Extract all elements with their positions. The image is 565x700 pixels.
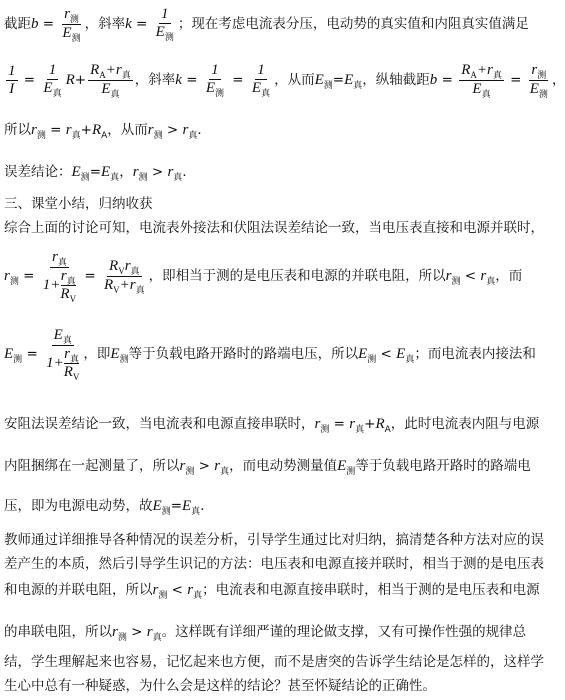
line-7: [4, 242, 553, 310]
symbol: E: [152, 498, 162, 514]
symbol: R: [461, 61, 471, 78]
text: ，此时电流表内阻与电源: [390, 416, 540, 432]
symbol: +: [80, 122, 92, 138]
text: ，而: [495, 268, 523, 284]
symbol: 1: [48, 62, 57, 78]
symbol: R: [103, 276, 114, 293]
subscript: 测: [537, 69, 547, 80]
text: ．: [200, 498, 214, 514]
subscript: 测: [119, 355, 129, 365]
subscript: V: [69, 294, 77, 304]
subscript: 真: [130, 265, 140, 276]
text: ，斜率: [84, 16, 126, 32]
subscript: 真: [57, 257, 67, 267]
text: 压，即为电源电动势，故: [4, 498, 153, 514]
subscript: 真: [66, 276, 76, 286]
text: ．: [182, 164, 196, 180]
subscript: 真: [353, 81, 363, 91]
text: ，从而: [107, 122, 148, 138]
symbol: <: [167, 582, 188, 598]
line-17: 生心中总有一种疑惑，为什么会是这样的结论？甚至怀疑结论的正确性。: [4, 678, 436, 694]
fraction: [60, 6, 82, 43]
subscript: 真: [62, 335, 72, 345]
line-4: 误差结论：$E_测=E_真$，$r_测 > r_真$．: [4, 164, 196, 183]
symbol: r: [187, 582, 194, 598]
symbol: 1: [211, 62, 219, 78]
text: ，斜率: [134, 72, 176, 88]
subscript: 真: [121, 69, 131, 80]
text: 安阻法误差结论一致，当电流表和电源直接串联时，: [4, 416, 315, 432]
symbol: k: [175, 72, 182, 88]
symbol: E: [358, 346, 368, 362]
symbol: +: [119, 276, 130, 293]
subscript: V: [72, 372, 80, 382]
text: 和电源的并联电阻，所以: [4, 582, 153, 598]
symbol: b: [429, 72, 438, 88]
subscript: 测: [451, 277, 461, 287]
symbol: r: [64, 346, 70, 362]
fraction: [528, 62, 550, 99]
subscript: A: [99, 69, 106, 80]
symbol: E: [251, 80, 262, 96]
symbol: =: [437, 72, 458, 88]
line-6: 综合上面的讨论可知，电流表外接法和伏阻法误差结论一致，当电压表直接和电源并联时，: [4, 220, 544, 236]
symbol: =: [329, 416, 350, 432]
symbol: <: [376, 346, 397, 362]
line-12: 教师通过详细推导各种情况的误差分析，引导学生通过比对归纳，搞清楚各种方法对应的误: [4, 532, 544, 548]
symbol: E: [110, 346, 120, 362]
subscript: 测: [117, 633, 127, 643]
symbol: E: [205, 80, 215, 96]
symbol: r: [349, 416, 356, 432]
symbol: r: [129, 276, 136, 293]
text: 等于负载电路开路时的路端电压，所以: [128, 346, 359, 362]
subscript: 真: [52, 88, 62, 98]
symbol: >: [126, 624, 147, 640]
line-16: 结，学生理解起来也容易，记忆起来也方便，而不是唐突的告诉学生结论是怎样的，这样学: [4, 654, 544, 670]
subscript: V: [118, 265, 125, 276]
line-15: [4, 622, 553, 644]
subscript: 测: [164, 32, 174, 42]
subscript: 测: [153, 131, 163, 141]
subscript: 测: [185, 467, 195, 477]
symbol: <: [460, 268, 481, 284]
symbol: >: [194, 458, 215, 474]
line-2: $\frac{1}{I}$ = $\frac{1}{E_真}$ R+ $\frac{R_A+r_真}{E_真}$ ，斜率k = $\frac{1}{E_测}$ = $\frac{1}{E_真}$ ，从而$E_测=E_真$，纵轴截距b = $\frac{R_A+r_真}{E_真}$ = $\frac{r_测}{E_测}$ ，: [8, 61, 565, 99]
symbol: r: [64, 5, 70, 22]
text: ，从而: [274, 72, 315, 88]
symbol: r: [60, 268, 67, 284]
symbol: r: [480, 268, 487, 284]
symbol: r: [115, 61, 122, 78]
symbol: r: [4, 268, 10, 284]
line-14: [4, 580, 553, 602]
text: 所以: [4, 122, 31, 138]
subscript: 真: [220, 467, 230, 477]
symbol: r: [182, 122, 189, 138]
symbol: R: [90, 61, 100, 78]
symbol: +: [74, 72, 87, 88]
symbol: r: [132, 164, 139, 180]
symbol: r: [65, 122, 72, 138]
symbol: r: [314, 416, 321, 432]
symbol: =: [80, 268, 100, 284]
symbol: r: [167, 164, 174, 180]
text: 。这样既有详细严谨的理论做支撑，又有可操作性强的规律总: [161, 624, 527, 640]
subscript: 真: [173, 173, 183, 183]
symbol: 1: [8, 62, 16, 79]
symbol: =: [228, 72, 248, 88]
section-heading: 三、课堂小结，归纳收获: [4, 196, 153, 212]
subscript: 测: [161, 507, 171, 517]
symbol: E: [62, 24, 72, 41]
symbol: =: [45, 122, 66, 138]
symbol: 1+: [42, 277, 61, 293]
subscript: 真: [355, 425, 365, 435]
subscript: 真: [486, 277, 496, 287]
symbol: =: [18, 268, 39, 284]
line-11: 压，即为电源电动势，故$E_测=E_真$．: [4, 498, 214, 517]
symbol: r: [486, 61, 493, 78]
symbol: E: [53, 327, 63, 343]
symbol: E: [4, 346, 14, 362]
fraction: [60, 268, 76, 303]
fraction: [204, 62, 226, 98]
symbol: E: [396, 346, 406, 362]
subscript: 真: [110, 88, 120, 99]
text: ．: [197, 122, 211, 138]
symbol: k: [125, 16, 132, 32]
symbol: E: [529, 80, 539, 97]
subscript: A: [101, 131, 108, 141]
symbol: >: [162, 122, 183, 138]
subscript: 测: [9, 277, 19, 287]
subscript: 真: [188, 131, 198, 141]
subscript: 真: [193, 591, 203, 601]
text: 误差结论：: [4, 164, 72, 180]
symbol: =: [19, 72, 40, 88]
line-13: 差产生的本质，然后引导学生识记的方法：电压表和电源直接并联时，相当于测的是电压表: [4, 556, 544, 572]
subscript: 真: [71, 131, 81, 141]
subscript: 真: [492, 69, 502, 80]
symbol: +: [476, 61, 487, 78]
symbol: =: [181, 72, 202, 88]
symbol: E: [101, 80, 111, 97]
symbol: R: [60, 286, 70, 302]
subscript: 真: [110, 173, 120, 183]
text: 截距: [4, 16, 31, 32]
symbol: r: [531, 61, 538, 78]
text: ，: [119, 164, 133, 180]
symbol: =: [38, 16, 59, 32]
text: ，即: [83, 346, 111, 362]
subscript: 测: [13, 355, 23, 365]
fraction: [64, 346, 80, 381]
symbol: r: [445, 268, 452, 284]
subscript: A: [470, 69, 477, 80]
subscript: 真: [481, 88, 491, 99]
symbol: E: [337, 458, 347, 474]
symbol: +: [105, 61, 116, 78]
line-8: [4, 320, 553, 388]
subscript: 测: [80, 173, 90, 183]
symbol: >: [147, 164, 168, 180]
subscript: 测: [367, 355, 377, 365]
text: 等于负载电路开路时的路端电: [355, 458, 531, 474]
symbol: R: [63, 364, 73, 380]
subscript: 测: [320, 425, 330, 435]
text: 的串联电阻，所以: [4, 624, 112, 640]
symbol: E: [43, 80, 53, 96]
symbol: E: [314, 72, 324, 88]
fraction: [102, 258, 147, 295]
fraction: [41, 249, 78, 303]
symbol: r: [179, 458, 186, 474]
symbol: r: [124, 257, 131, 274]
subscript: 测: [538, 88, 548, 99]
symbol: E: [472, 80, 482, 97]
symbol: R: [109, 257, 119, 274]
symbol: r: [147, 122, 154, 138]
symbol: b: [31, 16, 39, 32]
text: ，即相当于测的是电压表和电源的并联电阻，所以: [148, 268, 446, 284]
symbol: E: [101, 164, 111, 180]
fraction: [459, 62, 504, 99]
line-3: [4, 120, 553, 142]
symbol: I: [9, 80, 15, 97]
symbol: r: [112, 624, 118, 640]
subscript: 测: [158, 591, 168, 601]
subscript: 真: [191, 507, 201, 517]
subscript: 测: [346, 467, 356, 477]
text: ；电流表和电源直接串联时，相当于测的是电压表和电源: [202, 582, 540, 598]
symbol: r: [146, 624, 153, 640]
text: ，纵轴截距: [362, 72, 430, 88]
text: ，而电动势测量值: [229, 458, 338, 474]
symbol: E: [344, 72, 354, 88]
symbol: =: [22, 346, 43, 362]
subscript: 真: [261, 88, 271, 98]
subscript: A: [384, 425, 391, 435]
subscript: 真: [152, 633, 162, 643]
subscript: 真: [69, 354, 79, 364]
symbol: =: [131, 16, 152, 32]
subscript: 测: [323, 81, 333, 91]
line-9: [4, 414, 553, 436]
subscript: 测: [138, 173, 148, 183]
fraction: [88, 62, 133, 99]
fraction: [44, 327, 81, 381]
line-1: [4, 4, 553, 44]
symbol: r: [152, 582, 159, 598]
symbol: R: [91, 122, 102, 138]
fraction: [6, 63, 18, 98]
subscript: 测: [214, 88, 224, 98]
symbol: r: [31, 122, 37, 138]
text: ；而电流表内接法和: [414, 346, 536, 362]
subscript: 真: [405, 355, 415, 365]
subscript: V: [113, 284, 120, 295]
symbol: r: [214, 458, 221, 474]
symbol: R: [65, 72, 75, 88]
symbol: 1+: [46, 355, 64, 371]
text: 内阻捆绑在一起测量了，所以: [4, 458, 180, 474]
subscript: 测: [36, 131, 46, 141]
symbol: 1: [161, 6, 169, 22]
fraction: [154, 6, 176, 42]
fraction: [41, 62, 63, 98]
symbol: E: [71, 164, 81, 180]
subscript: 真: [135, 284, 145, 295]
subscript: 测: [69, 13, 79, 24]
symbol: =: [505, 72, 526, 88]
text: ；现在考虑电流表分压，电动势的真实值和内阻真实值满足: [177, 16, 529, 32]
symbol: 1: [257, 62, 265, 78]
symbol: E: [182, 498, 192, 514]
line-10: [4, 456, 553, 478]
symbol: r: [51, 249, 58, 265]
subscript: 测: [71, 32, 81, 43]
symbol: R: [375, 416, 385, 432]
symbol: E: [155, 24, 165, 40]
symbol: +: [364, 416, 376, 432]
fraction: [250, 62, 272, 98]
